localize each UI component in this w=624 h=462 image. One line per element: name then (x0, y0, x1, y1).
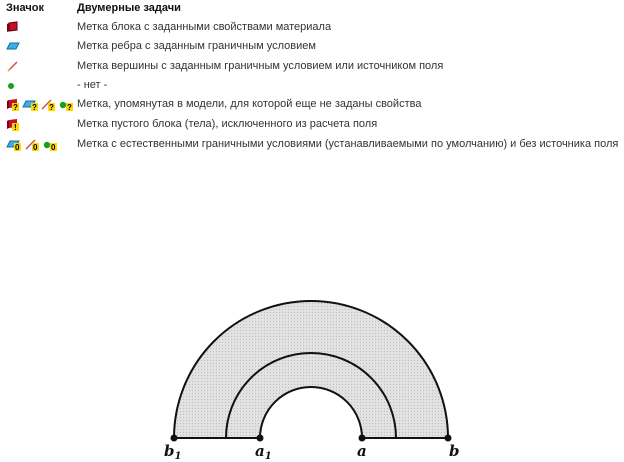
natural-dot-icon (42, 138, 58, 151)
half-ring-diagram (0, 270, 624, 462)
legend-row-text: Метка ребра с заданным граничным условием (77, 40, 316, 52)
legend-row (0, 115, 624, 133)
label-a: a (357, 442, 367, 460)
icon-column-header: Значок (6, 2, 44, 14)
undefined-block-icon (6, 98, 20, 111)
legend-row-icons (6, 39, 20, 53)
legend-row-icons (6, 78, 20, 92)
undefined-edge-icon (22, 98, 38, 111)
natural-vertex-icon (24, 138, 40, 151)
vertex-a1 (257, 435, 264, 442)
svg-text:?: ? (67, 102, 72, 111)
legend-row-text: Метка пустого блока (тела), исключенного из расчета поля (77, 118, 378, 130)
legend-row (0, 95, 624, 113)
legend-row-icons (6, 97, 74, 111)
svg-text:!: ! (14, 122, 17, 131)
legend-row (0, 37, 624, 55)
legend-row (0, 76, 624, 94)
undefined-dot-icon (58, 98, 74, 111)
legend-row-text: Метка с естественными граничными условиями (устанавливаемыми по умолчанию) и без источника поля (77, 138, 619, 150)
svg-text:?: ? (13, 102, 18, 111)
legend-row-text: Метка блока с заданными свойствами материала (77, 21, 332, 33)
label-a1: $a_1$ (255, 442, 272, 462)
dot-icon (6, 79, 20, 91)
legend-row-icons (6, 137, 58, 151)
vertex-b (445, 435, 452, 442)
label-b1: $b_1$ (164, 442, 182, 462)
legend-row-text: - нет - (77, 79, 108, 91)
natural-edge-icon (6, 138, 22, 151)
svg-text:0: 0 (15, 142, 20, 151)
empty-block-icon (6, 118, 20, 131)
legend-row-icons (6, 20, 20, 34)
vertex-b1 (171, 435, 178, 442)
legend-row (0, 57, 624, 75)
undefined-vertex-icon (40, 98, 56, 111)
svg-text:0: 0 (51, 142, 56, 151)
block-label-icon (6, 21, 20, 33)
legend-row-icons (6, 59, 20, 73)
svg-text:?: ? (32, 102, 37, 111)
legend-row-text: Метка вершины с заданным граничным условием или источником поля (77, 60, 444, 72)
label-b: b (449, 442, 460, 460)
legend-row (0, 18, 624, 36)
ring-region (174, 301, 448, 438)
vertex-a (359, 435, 366, 442)
vertex-label-icon (6, 60, 20, 72)
svg-text:?: ? (49, 102, 54, 111)
legend-row-text: Метка, упомянутая в модели, для которой еще не заданы свойства (77, 98, 422, 110)
legend-row-icons (6, 117, 20, 131)
title-column-header: Двумерные задачи (77, 2, 181, 14)
legend-row (0, 135, 624, 153)
edge-label-icon (6, 40, 20, 52)
svg-text:0: 0 (33, 142, 38, 151)
